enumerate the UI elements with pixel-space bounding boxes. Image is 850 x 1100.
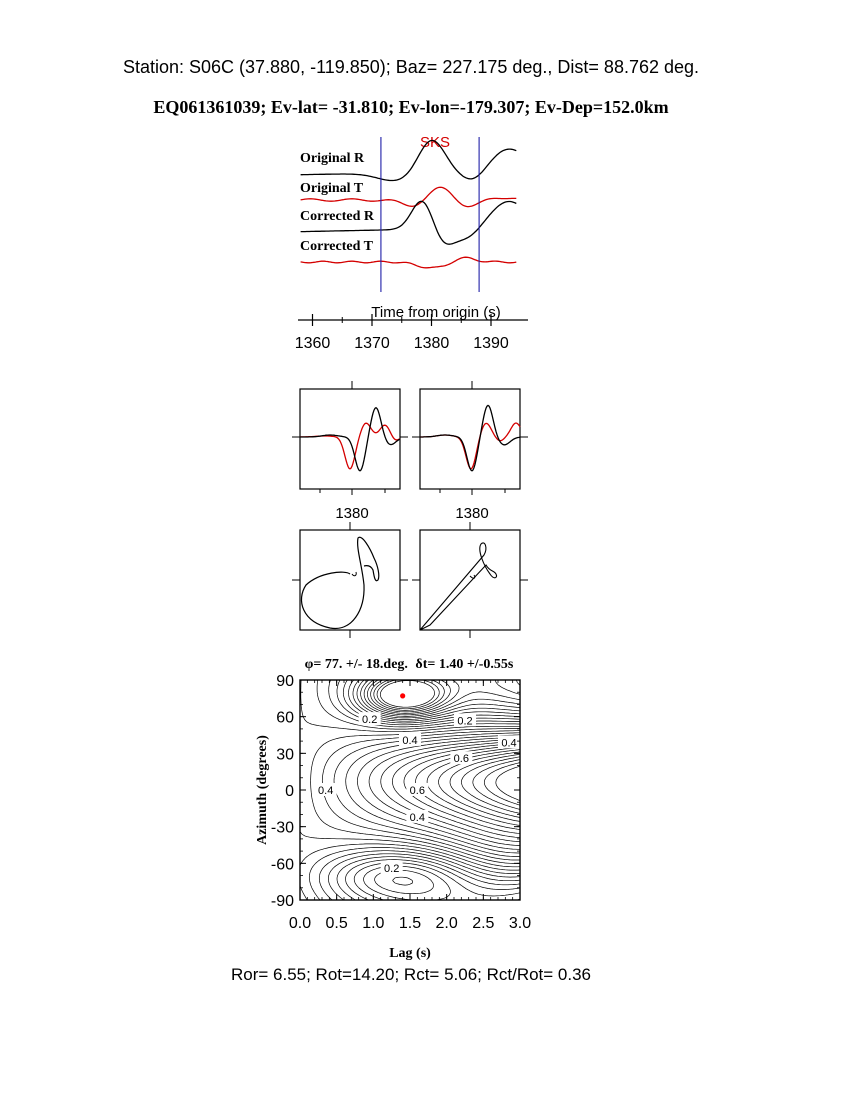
- particle-motion-curve: [292, 522, 408, 638]
- best-fit-marker: [400, 693, 405, 698]
- y-tick-label: 90: [276, 673, 294, 690]
- time-tick-label: 1390: [473, 335, 509, 352]
- trace-label-original-t: Original T: [300, 181, 364, 196]
- panel-frame: [420, 530, 520, 630]
- time-tick-label: 1360: [294, 335, 331, 352]
- contour-label: 0.4: [402, 734, 418, 747]
- y-tick-label: -30: [270, 819, 294, 837]
- seismogram-traces-panel: [295, 134, 528, 352]
- panel-frame: [300, 389, 400, 489]
- trace-labels: [300, 151, 375, 254]
- title-phi: φ= 77. +/- 18.deg.: [304, 657, 408, 672]
- waveform-panel-corrected: [412, 381, 528, 522]
- contour-title: [305, 657, 514, 672]
- event-header: EQ061361039; Ev-lat= -31.810; Ev-lon=-179.307; Ev-Dep=152.0km: [153, 97, 669, 117]
- trace-label-corrected-r: Corrected R: [300, 209, 374, 224]
- x-axis-label: Lag (s): [389, 946, 431, 961]
- time-tick-label: 1370: [354, 335, 390, 352]
- tick-label-1380: 1380: [455, 505, 489, 522]
- particle-motion-panel-corrected: [412, 522, 528, 638]
- phase-label-sks: SKS: [419, 134, 451, 151]
- particle-path-start: [470, 575, 475, 578]
- trace-corrected-t: [301, 257, 517, 268]
- particle-motion-curve: [412, 522, 528, 638]
- waveform-curves: [292, 381, 408, 495]
- particle-path-original: [301, 537, 378, 628]
- time-axis-title: Time from origin (s): [371, 304, 501, 321]
- y-tick-label: 0: [285, 783, 294, 800]
- transverse-waveform: [300, 423, 400, 469]
- y-axis-label: Azimuth (degrees): [255, 735, 270, 845]
- contour-label: 0.2: [384, 863, 400, 876]
- x-tick-label: 0.5: [325, 915, 348, 932]
- x-tick-label: 2.5: [472, 915, 495, 932]
- time-tick-label: 1380: [413, 335, 450, 352]
- contour-label: 0.2: [362, 714, 378, 727]
- y-tick-label: -90: [270, 893, 294, 910]
- panel-frame: [420, 389, 520, 489]
- contour-label: 0.4: [318, 785, 334, 797]
- contour-label: 0.4: [409, 811, 425, 824]
- particle-motion-panel-original: [292, 522, 408, 638]
- station-header: Station: S06C (37.880, -119.850); Baz= 227.175 deg., Dist= 88.762 deg.: [122, 57, 700, 77]
- contour-label: 0.2: [457, 715, 473, 728]
- x-tick-label: 0.0: [288, 915, 312, 932]
- panel-frame: [300, 530, 400, 630]
- particle-path-corrected: [420, 543, 497, 630]
- tick-label-1380: 1380: [335, 505, 369, 522]
- y-tick-label: 60: [276, 709, 294, 727]
- particle-path-start: [352, 572, 356, 576]
- waveform-curves: [412, 381, 528, 495]
- ratio-summary: Ror= 6.55; Rot=14.20; Rct= 5.06; Rct/Rot= 0.36: [230, 965, 592, 984]
- radial-waveform: [300, 408, 400, 471]
- x-tick-label: 1.5: [398, 915, 422, 932]
- waveform-panel-original: [292, 381, 408, 522]
- title-dt: δt= 1.40 +/-0.55s: [415, 657, 514, 672]
- x-tick-label: 2.0: [435, 915, 458, 932]
- trace-label-corrected-t: Corrected T: [300, 239, 373, 254]
- contour-label: 0.6: [453, 753, 469, 766]
- transverse-waveform: [420, 423, 520, 469]
- y-tick-label: -60: [270, 856, 294, 874]
- contour-label: 0.6: [409, 785, 425, 797]
- trace-label-original-r: Original R: [300, 151, 365, 166]
- y-tick-label: 30: [276, 746, 294, 764]
- energy-contour-plot: [255, 657, 531, 961]
- x-tick-label: 3.0: [508, 915, 532, 932]
- x-tick-label: 1.0: [362, 915, 385, 932]
- contour-label: 0.4: [501, 737, 517, 750]
